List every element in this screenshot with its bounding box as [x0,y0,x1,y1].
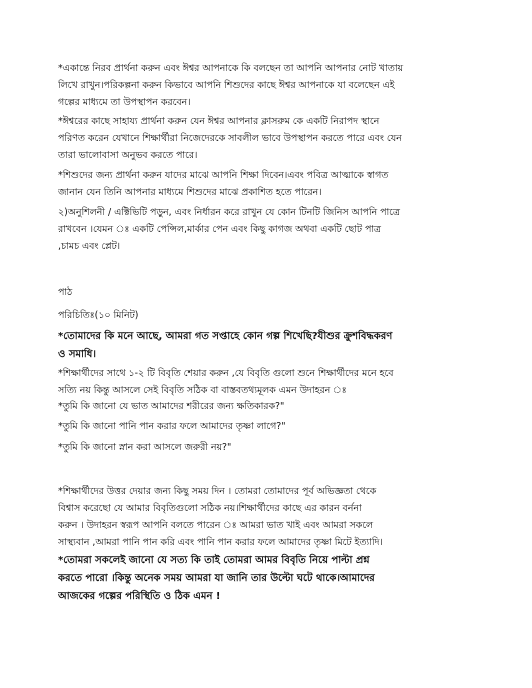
text-line: বিশ্বাস করেছো যে আমার বিবৃতিগুলো সঠিক নয়।শিক্ষার্থীদের কাছে এর কারন বর্ননা [58,503,362,514]
response-explanation-paragraph [58,483,504,551]
text-line: *তুমি কি জানো পানি পান করার ফলে আমাদের তৃষ্ণা লাগে?" [58,421,286,432]
text-line: ও সমাধি। [58,349,96,360]
text-line: আজকের গল্পের পরিস্থিতি ও ঠিক এমন ! [58,591,221,602]
story-context-paragraph [58,552,504,606]
text-line: করতে পারো ।কিন্তু অনেক সময় আমরা যা জানি তার উল্টো ঘটে থাকে।আমাদের [58,573,375,584]
introduction-heading [58,307,504,324]
statement-water [58,418,504,435]
text-line: *একান্তে নিরব প্রার্থনা করুন এবং ঈশ্বর আপনাকে কি বলছেন তা আপনি আপনার নোট খাতায় [58,63,404,74]
text-line: ২)অনুশিলনী / এক্টিভিটি পড়ুন, এবং নির্ধারন করে রাখুন যে কোন টিনটি জিনিস আপনি পাত্রে [58,207,400,218]
children-prayer-paragraph [58,167,504,201]
statement-bathing [58,439,504,456]
text-line: *শিক্ষার্থীদের সাথে ১-২ টি বিবৃতি শেয়ার করুন ,যে বিবৃতি গুলো শুনে শিক্ষার্থীদের মনে হবে [58,368,394,379]
text-line: জানান যেন তিনি আপনার মাধ্যমে শিশুদের মাঝে প্রকাশিত হতে পারেন। [58,187,322,198]
text-line: *ঈশ্বরের কাছে সাহায্য প্রার্থনা করুন যেন ঈশ্বর আপনার ক্লাসরুম কে একটি নিরাপদ স্থানে [58,116,380,127]
text-line: *শিশুদের জন্য প্রার্থনা করুন যাদের মাঝে আপনি শিক্ষা দিবেন।এবং পবিত্র আত্মাকে স্বাগত [58,170,389,181]
text-line: পরিণত করেন যেখানে শিক্ষার্থীরা নিজেদেরকে সাবলীল ভাবে উপস্থাপন করতে পারে এবং যেন [58,133,402,144]
text-line: *তোমরা সকলেই জানো যে সত্য কি তাই তোমরা আমর বিবৃতি নিয়ে পাল্টা প্রশ্ন [58,555,370,566]
statement-rice [58,398,504,415]
prayer-note-paragraph [58,60,504,111]
text-line: সাস্থ্যবান ,আমরা পানি পান করি এবং পানি পান করার ফলে আমাদের তৃষ্ণা মিটে ইত্যাদি। [58,537,383,548]
last-week-question-paragraph [58,328,504,364]
classroom-prayer-paragraph [58,113,504,164]
text-line: গল্পের মাধ্যমে তা উপস্থাপন করবেন। [58,97,191,108]
statements-instruction-paragraph [58,365,504,399]
text-line: পরিচিতিঃ(১০ মিনিট) [58,310,139,321]
text-line: পাঠ [58,287,73,298]
text-line: *তুমি কি জানো যে ভাত আমাদের শরীরের জন্য ক্ষতিকারক?" [58,401,285,412]
text-line: *তোমাদের কি মনে আছে, আমরা গত সপ্তাহে কোন গল্প শিখেছি?যীশুর ক্রুশবিদ্ধকরণ [58,331,393,342]
text-line: ,চামচ এবং প্লেট। [58,241,121,252]
text-line: তারা ভালোবাসা অনুভব করতে পারে। [58,150,198,161]
text-line: রাখবেন ।যেমন ঃ একটি পেন্সিল,মার্কার পেন এবং কিছু কাগজ অথবা একটি ছোট পাত্র [58,224,381,235]
text-line: *শিক্ষার্থীদের উত্তর দেয়ার জন্য কিছু সময় দিন । তোমরা তোমাদের পূর্ব অভিজ্ঞতা থেকে [58,486,377,497]
text-line: সত্যি নয় কিন্তু আসলে সেই বিবৃতি সঠিক বা বাস্তবতথ্যমূলক এমন উদাহরন ঃ [58,385,347,396]
lesson-heading [58,284,504,301]
text-line: লিখে রাখুন।পরিকল্পনা করুন কিভাবে আপনি শিশুদের কাছে ঈশ্বর আপনাকে যা বলেছেন এই [58,80,395,91]
activity-prep-paragraph [58,204,504,255]
text-line: *তুমি কি জানো স্নান করা আসলে জরুরী নয়?" [58,442,232,453]
text-line: করুন । উদাহরন স্বরূপ আপনি বলতে পারেন ঃ আমরা ভাত খাই এবং আমরা সকলে [58,520,373,531]
